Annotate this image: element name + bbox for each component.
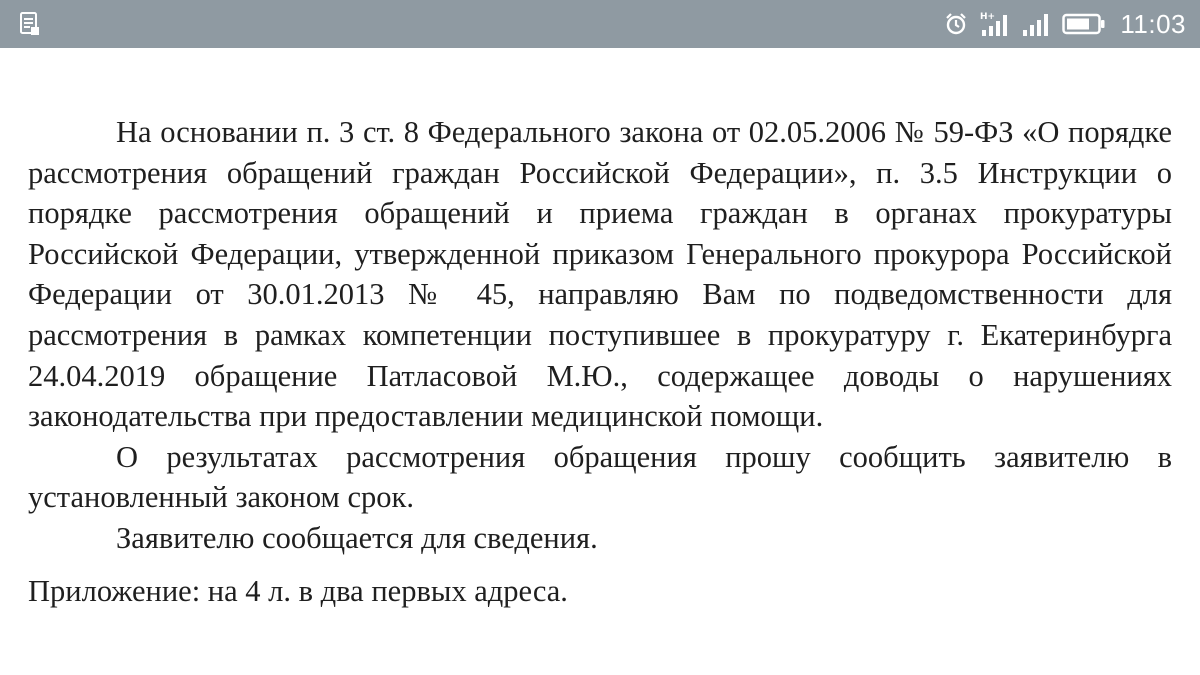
svg-text:H+: H+ [980, 12, 996, 22]
battery-icon [1062, 13, 1106, 35]
hplus-signal-icon [980, 10, 1010, 38]
document-notification-icon[interactable] [20, 12, 40, 36]
paragraph-basis: На основании п. 3 ст. 8 Федерального закона от 02.05.2006 № 59-ФЗ «О порядке рассмотрения обращений граждан Российской Федерации», п. 3.5 Инструкции о порядке рассмотрения обращений и приема граждан в органах прокуратуры Российской Федерации, утвержденной приказом Генерального прокурора Российской Федерации от 30.01.2013 № 45, направляю Вам по подведомственности для рассмотрения в рамках компетенции поступившее в прокуратуру г. Екатеринбурга 24.04.2019 обращение Патласовой М.Ю., содержащее доводы о нарушениях законодательства при предоставлении медицинской помощи. [28, 115, 1172, 434]
document-body [28, 112, 1172, 611]
signal-icon [1022, 11, 1050, 37]
status-icons [932, 0, 1186, 48]
alarm-icon [944, 12, 968, 36]
attachment-line: Приложение: на 4 л. в два первых адреса. [28, 573, 568, 608]
paragraph-results: О результатах рассмотрения обращения прошу сообщить заявителю в установленный законом срок. [28, 439, 1172, 515]
paragraph-notice: Заявителю сообщается для сведения. [116, 520, 598, 555]
status-bar [0, 0, 1200, 48]
clock: 11:03 [1120, 8, 1186, 39]
